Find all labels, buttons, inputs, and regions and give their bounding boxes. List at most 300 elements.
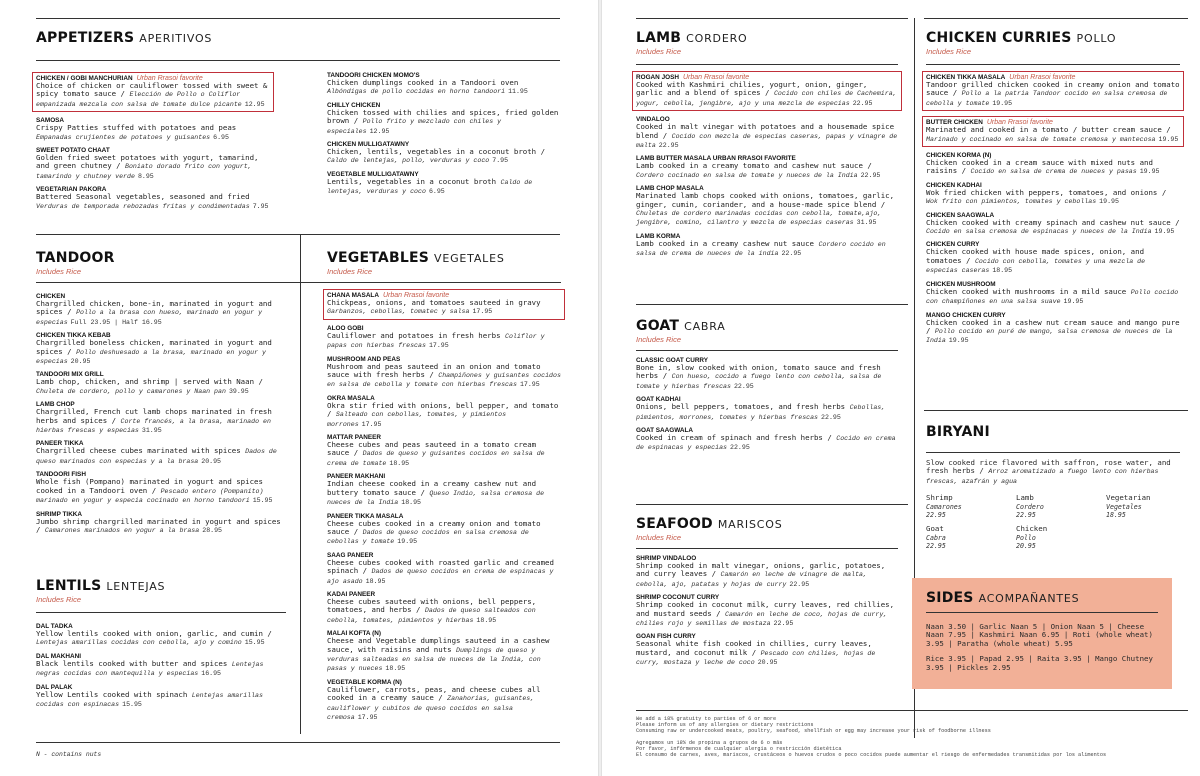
section-title-es: MARISCOS — [717, 518, 783, 531]
footnote-line: Consuming raw or undercooked meats, poultry, seafood, shellfish or egg may increase your risk of foodborne illness — [636, 728, 991, 735]
item-description — [636, 434, 898, 453]
item-price: 20.95 — [757, 659, 778, 667]
item-description — [926, 319, 1180, 346]
top-rule — [36, 18, 560, 19]
item-description — [36, 408, 286, 435]
menu-item — [36, 440, 286, 466]
item-desc-en: Cauliflower and potatoes in fresh herbs — [327, 330, 501, 340]
goat-section — [636, 318, 898, 458]
section-rule — [636, 350, 898, 351]
item-name-text: MANGO CHICKEN CURRY — [926, 311, 1006, 319]
menu-item — [36, 511, 286, 536]
biryani-option — [926, 525, 1016, 550]
item-desc-es: Coliflor y papas con hierbas frescas — [327, 332, 545, 350]
section-rule — [36, 60, 560, 61]
biryani-option-es-price — [1016, 534, 1106, 551]
section-heading — [636, 30, 898, 46]
item-name-text: VEGETABLE KORMA (N) — [327, 678, 402, 686]
item-name-text: TANDOORI MIX GRILL — [36, 371, 104, 379]
item-price: 22.95 — [773, 620, 794, 628]
section-rule — [926, 452, 1180, 453]
item-desc-es: Salteado con cebollas, tomates, y pimientos morrones — [327, 411, 507, 428]
item-desc-en: Chargrilled, French cut lamb chops marinated in fresh herbs and spices / — [36, 407, 272, 425]
biryani-option-es: Pollo — [1016, 533, 1036, 542]
item-desc-es: Garbanzos, cebollas, tomatec y salsa — [327, 308, 470, 316]
biryani-intro-es: Arroz aromatizado a fuego lento con hierbas frescas, azafrán y agua — [926, 468, 1159, 485]
item-desc-es: Cebollas, pimientos, morrones, tomates y hierbas frescas — [636, 404, 886, 421]
favorite-tag: Urban Rrasoi favorite — [682, 74, 750, 81]
menu-item — [636, 185, 898, 228]
item-description — [327, 178, 561, 197]
footnotes-en — [636, 716, 1188, 735]
item-desc-en: Cheese cubes cooked with roasted garlic and creamed spinach / — [327, 557, 554, 576]
item-description — [327, 79, 561, 97]
item-desc-es: Pollo deshuesado a la brasa, marinado en yogur y especias — [36, 348, 266, 366]
seafood-items — [636, 555, 898, 668]
bottom-rule — [36, 742, 560, 743]
item-desc-en: Cheese cubes cooked in a creamy onion and tomato sauce / — [327, 518, 541, 536]
vegetables-section — [327, 250, 561, 727]
section-heading — [36, 578, 286, 594]
item-desc-es: Elección de Pollo o Coliflor empanizada mezcala con salsa de tomate dulce picante — [36, 91, 242, 108]
includes-rice-note: Includes Rice — [36, 267, 82, 276]
menu-item — [327, 679, 561, 723]
item-name-text: DAL PALAK — [36, 683, 73, 691]
item-desc-es: Cocido con mezcla de especias caseras, papas y vinagre de malta — [636, 132, 898, 150]
menu-item — [36, 371, 286, 396]
item-desc-en: Cheese and Vegetable dumplings sauteed in a cashew sauce, with raisins and nuts — [327, 636, 550, 654]
biryani-option-name: Goat — [926, 524, 944, 534]
item-price: 19.95 — [1099, 198, 1119, 206]
item-name-text: DAL MAKHANI — [36, 652, 81, 660]
item-desc-es: Pollo cocido con champiñones en una salsa suave — [926, 288, 1179, 306]
goat-items — [636, 357, 898, 453]
item-name-text: PANEER TIKKA MASALA — [327, 512, 404, 520]
biryani-option — [1106, 494, 1196, 519]
item-description — [36, 478, 286, 505]
menu-item — [327, 171, 561, 197]
item-desc-en: Whole fish (Pompano) marinated in yogurt and spices cooked in a Tandoori oven / — [36, 477, 263, 495]
section-title: LENTILS — [36, 578, 102, 594]
menu-item — [636, 155, 898, 180]
item-desc-en: Choice of chicken or cauliflower tossed with sweet & spicy tomato sauce / — [36, 81, 268, 99]
item-desc-en: Indian cheese cooked in a creamy cashew nut and buttery tomato sauce / — [327, 479, 537, 497]
menu-item — [327, 591, 561, 625]
item-description — [327, 520, 561, 547]
item-description — [36, 82, 270, 109]
item-desc-en: Chargrilled chicken, bone-in, marinated in yogurt and spices / — [36, 299, 272, 317]
section-heading — [36, 250, 286, 266]
lentils-items — [36, 623, 286, 709]
item-desc-es: Dados de queso cocidos en salsa cremosa de cebollas y tomate — [327, 528, 529, 546]
menu-item — [36, 653, 286, 679]
menu-item — [636, 233, 898, 259]
menu-item — [327, 356, 561, 390]
item-price: 22.95 — [781, 250, 802, 258]
menu-item — [926, 182, 1180, 207]
item-price: 22.95 — [789, 580, 810, 588]
menu-item — [926, 212, 1180, 237]
item-desc-en: Seasonal white fish cooked in chillies, curry leaves, mustard, and coconut milk / — [636, 639, 872, 657]
section-title-es: VEGETALES — [434, 252, 505, 265]
item-name-text: CHICKEN KORMA (N) — [926, 152, 992, 160]
section-rule — [636, 64, 898, 65]
item-price: 19.95 — [1063, 298, 1084, 306]
menu-item — [36, 147, 270, 181]
item-price: 22.95 — [852, 99, 873, 107]
item-description — [327, 559, 561, 586]
divider-rule — [924, 410, 1188, 411]
item-description — [636, 601, 898, 628]
item-desc-en: Mushroom and peas sauteed in an onion and tomato sauce with fresh herbs / — [327, 361, 541, 380]
item-desc-en: Cauliflower, carrots, peas, and cheese cubes all cooked in a creamy sauce / — [327, 684, 541, 703]
item-price: 15.95 — [122, 701, 142, 709]
lamb-items — [636, 71, 898, 259]
item-name-text: LAMB CHOP MASALA — [636, 185, 704, 193]
item-desc-en: Chargrilled cheese cubes marinated with spices — [36, 446, 241, 456]
menu-item — [36, 471, 286, 505]
biryani-intro-text: Slow cooked rice flavored with saffron, rose water, and fresh herbs / — [926, 458, 1171, 476]
section-rule — [926, 64, 1180, 65]
item-desc-es: Cordero cocinado en salsa de tomate y nueces de la India — [636, 171, 858, 179]
item-desc-en: Lamb cooked in a creamy cashew nut sauce — [636, 238, 814, 248]
item-price: 16.95 — [201, 670, 222, 678]
item-price: 22.95 — [821, 413, 841, 421]
item-desc-en: Chicken cooked in a cream sauce with mixed nuts and raisins / — [926, 158, 1153, 176]
item-desc-es: Albóndigas de pollo cocidas en horno tandoori — [327, 88, 506, 96]
biryani-option-price: 22.95 — [926, 542, 946, 551]
menu-item — [327, 473, 561, 507]
item-desc-es: Dados de queso y guisantes cocidos en salsa de crema de tomate — [327, 450, 545, 467]
item-desc-es: Cocido con chiles de Cachemira, yogur, cebolla, jengibre, ajo y una mezcla de especias — [636, 90, 897, 107]
item-name-text: PANEER MAKHANI — [327, 473, 386, 481]
item-desc-en: Cooked in malt vinegar with potatoes and a housemade spice blend / — [636, 122, 895, 140]
section-title-es: CABRA — [684, 320, 726, 333]
section-title-es: APERITIVOS — [139, 32, 213, 45]
biryani-option-es-price — [926, 503, 1016, 520]
item-name-text: CHICKEN TIKKA MASALA — [926, 74, 1006, 81]
menu-item — [926, 312, 1180, 346]
footnote-line: Agregamos un 18% de propina a grupos de 6 o más — [636, 740, 783, 746]
item-desc-en: Chicken tossed with chilies and spices, fried golden brown / — [327, 107, 559, 126]
item-price: 18.95 — [476, 616, 497, 624]
column-divider — [300, 234, 301, 734]
item-price: 22.95 — [860, 171, 881, 179]
item-price: 7.95 — [492, 157, 509, 165]
item-price: 22.95 — [730, 444, 750, 452]
item-desc-es: Camarones marinados en yogur a la brasa — [44, 526, 200, 534]
section-heading — [636, 318, 898, 334]
menu-item — [636, 396, 898, 422]
item-desc-en: Chicken, lentils, vegetables in a coconut broth / — [327, 147, 546, 157]
item-desc-es: Lentejas amarillas cocidas con espinacas — [36, 691, 263, 709]
divider-rule — [36, 234, 560, 235]
biryani-option-name: Lamb — [1016, 493, 1034, 503]
item-description — [36, 124, 270, 142]
item-desc-es: Camarón en leche de coco, hojas de curry, chilies rojo y semillas de mostaza — [636, 610, 888, 628]
biryani-option — [1016, 525, 1106, 550]
item-desc-es: Con hueso, cocido a fuego lento con cebolla, salsa de tomate y hierbas frescas — [636, 373, 882, 390]
item-price: 6.95 — [428, 188, 445, 196]
item-desc-en: Chicken cooked with house made spices, onion, and tomatoes / — [926, 247, 1145, 265]
item-name-text: DAL TADKA — [36, 623, 73, 630]
item-desc-es: Cocido en crema de espinacas y especias — [636, 435, 896, 452]
menu-item — [36, 186, 270, 211]
item-desc-es: Camarón en leche de vinagre de malta, cebolla, ajo, patatas y hojas de curry — [636, 571, 867, 588]
biryani-options — [926, 494, 1180, 550]
item-price: 8.95 — [137, 172, 154, 180]
item-description — [926, 189, 1180, 207]
item-desc-en: Chicken dumplings cooked in a Tandoori oven — [327, 78, 519, 87]
item-desc-en: Chickpeas, onions, and tomatoes sauteed in gravy — [327, 298, 541, 307]
item-name-text: ALOO GOBI — [327, 324, 364, 332]
section-title: CHICKEN CURRIES — [926, 30, 1072, 46]
item-desc-en: Shrimp cooked in malt vinegar, onions, garlic, potatoes, and curry leaves / — [636, 561, 886, 579]
item-desc-en: Okra stir fried with onions, bell pepper, and tomato / — [327, 400, 559, 419]
item-desc-en: Cooked with Kashmiri chilies, yogurt, onion, ginger, garlic and a blend of spices / — [636, 80, 868, 98]
biryani-option-es-price — [1106, 503, 1196, 520]
menu-item — [926, 152, 1180, 177]
biryani-option-price: 20.95 — [1016, 542, 1036, 551]
includes-rice-note: Includes Rice — [636, 47, 682, 56]
item-name-text: SAAG PANEER — [327, 551, 374, 559]
item-price: 15.95 — [244, 639, 265, 647]
item-description — [636, 81, 898, 108]
item-description — [36, 630, 286, 648]
biryani-option-es-price — [926, 534, 1016, 551]
item-description — [926, 81, 1180, 108]
item-description — [926, 159, 1180, 177]
item-desc-es: Lentejas negras cocidas con mantequilla y especias — [36, 660, 264, 678]
item-desc-en: Golden fried sweet potatoes with yogurt, tamarind, and green chutney / — [36, 153, 259, 171]
item-desc-es: Cocido con cebolla, tomates y una mezcla de especias caseras — [926, 257, 1146, 275]
item-description — [36, 300, 286, 327]
item-desc-es: Chuleta de cordero, pollo y camarones y Naan pan — [36, 387, 226, 395]
item-price: 17.95 — [428, 342, 449, 350]
section-title-es: ACOMPAÑANTES — [978, 592, 1080, 605]
biryani-option-name: Vegetarian — [1106, 493, 1151, 503]
item-name-text: BUTTER CHICKEN — [926, 119, 983, 127]
item-desc-en: Marinated lamb chops cooked with onions, tomatoes, garlic, ginger, cumin, coriander, and a house-made spice blend / — [636, 191, 895, 209]
item-price: 17.95 — [519, 381, 540, 389]
item-description — [636, 240, 898, 259]
menu-item — [36, 332, 286, 366]
item-desc-es: Queso Indio, salsa cremosa de nueces de la India — [327, 489, 545, 507]
item-desc-en: Onions, bell peppers, tomatoes, and fresh herbs — [636, 402, 846, 412]
item-description — [636, 562, 898, 589]
biryani-option-es: Vegetales — [1106, 502, 1142, 511]
item-desc-es: Pollo a la patria Tandoor cocido en salsa cremosa de cebolla y tomate — [926, 90, 1168, 107]
item-description — [926, 248, 1180, 275]
section-title: SIDES — [926, 590, 974, 606]
item-name-text: CHICKEN MUSHROOM — [926, 280, 996, 288]
item-price: 20.95 — [201, 457, 222, 465]
favorite-menu-item — [922, 116, 1184, 147]
item-name-text: CHICKEN MULLIGATAWNY — [327, 141, 410, 149]
section-heading — [36, 30, 560, 46]
favorite-menu-item — [922, 71, 1184, 111]
item-name-text: SAMOSA — [36, 117, 65, 125]
item-description — [327, 332, 561, 351]
menu-item — [636, 555, 898, 589]
item-desc-es: Dados de queso cocidos en crema de espinacas y ajo asado — [327, 568, 554, 585]
item-name-text: CLASSIC GOAT CURRY — [636, 357, 709, 364]
item-desc-en: Yellow lentils cooked with onion, garlic, and cumin / — [36, 629, 272, 638]
item-desc-en: Lamb cooked in a creamy tomato and cashew nut sauce / — [636, 161, 872, 171]
item-name-text: CHANA MASALA — [327, 292, 379, 299]
item-desc-es: Marinado y cocinado en salsa de tomate cremosa y mantecosa — [926, 135, 1156, 143]
item-price: 12.95 — [244, 100, 265, 108]
section-title: TANDOOR — [36, 250, 115, 266]
item-description — [327, 686, 561, 723]
item-desc-en: Shrimp cooked in coconut milk, curry leaves, red chillies, and mustard seeds / — [636, 600, 895, 618]
item-desc-es: Empanadas crujientes de potatoes y guisantes — [36, 133, 211, 141]
item-description — [636, 640, 898, 667]
menu-item — [327, 513, 561, 547]
item-desc-es: Pollo cocido en puré de mango, salsa cremosa de nueces de la India — [926, 327, 1173, 345]
tandoor-items — [36, 293, 286, 535]
section-heading — [926, 590, 1158, 606]
sides-breads: Naan 3.50 | Garlic Naan 5 | Onion Naan 5 | Cheese Naan 7.95 | Kashmiri Naan 6.95 | Roti (whole wheat) 3.95 | Paratha (whole wheat) 5.95 — [926, 622, 1153, 648]
item-desc-es: Zanahorias, guisantes, cauliflower y cubitos de queso cocidos en salsa cremosa — [327, 695, 535, 721]
item-name-text: SHRIMP VINDALOO — [636, 555, 697, 562]
biryani-option — [1016, 494, 1106, 519]
favorite-menu-item — [323, 289, 565, 320]
item-desc-es: Pescado con chilies, hojas de curry, mostaza y leche de coco — [636, 649, 876, 667]
item-name-text: VINDALOO — [636, 116, 670, 124]
item-name-text: LAMB CHOP — [36, 401, 75, 409]
item-price: 18.95 — [389, 459, 410, 467]
item-price: 22.95 — [658, 142, 679, 150]
chicken-items — [926, 71, 1180, 346]
menu-item — [327, 552, 561, 586]
biryani-option-price: 22.95 — [926, 511, 946, 520]
item-name-text: SHRIMP COCONUT CURRY — [636, 594, 720, 602]
biryani-option-price: 22.95 — [1016, 511, 1036, 520]
item-desc-es: Champiñones y guisantes cocidos en salsa de cebolla y tomate con hierbas frescas — [327, 372, 561, 389]
menu-item — [327, 72, 561, 97]
item-price: Full 23.95 | Half 16.95 — [70, 318, 162, 326]
item-name-text: CHICKEN SAAGWALA — [926, 211, 995, 219]
biryani-section — [926, 424, 1180, 551]
menu-item — [636, 427, 898, 453]
section-rule — [926, 612, 1158, 613]
item-name-text: ROGAN JOSH — [636, 74, 679, 81]
item-price: 31.95 — [141, 427, 162, 435]
favorite-menu-item — [32, 72, 274, 112]
item-price: 11.95 — [508, 88, 528, 96]
item-desc-en: Cheese cubes and peas sauteed in a tomato cream sauce / — [327, 440, 537, 458]
item-price: 22.95 — [733, 382, 754, 390]
item-description — [36, 691, 286, 710]
item-desc-es: Pescado entero (Pompanito) marinado en yogur y especia cocinado en horno tandoori — [36, 487, 264, 505]
item-description — [327, 441, 561, 468]
item-name-text: KADAI PANEER — [327, 590, 376, 598]
item-price: 17.95 — [361, 420, 382, 428]
item-desc-en: Chargrilled boneless chicken, marinated in yogurt and spices / — [36, 338, 272, 356]
section-rule — [36, 612, 286, 613]
sides-extras: Rice 3.95 | Papad 2.95 | Raita 3.95 | Mango Chutney 3.95 | Pickles 2.95 — [926, 654, 1153, 672]
lamb-section — [636, 30, 898, 264]
item-desc-en: Marinated and cooked in a tomato / butter cream sauce / — [926, 125, 1171, 135]
section-title: GOAT — [636, 318, 680, 334]
item-desc-es: Dados de queso salteados con cebolla, tomates, pimientos y hierbas — [327, 607, 536, 624]
item-price: 31.95 — [856, 219, 877, 227]
item-name-text: CHILLY CHICKEN — [327, 101, 381, 109]
item-desc-en: Cooked in cream of spinach and fresh herbs / — [636, 433, 832, 443]
includes-rice-note: Includes Rice — [636, 533, 682, 542]
item-desc-en: Battered Seasonal vegetables, seasoned and fried — [36, 192, 250, 202]
item-description — [36, 378, 286, 396]
item-description — [327, 148, 561, 166]
item-name-text: LAMB KORMA — [636, 232, 681, 240]
biryani-intro — [926, 459, 1180, 486]
item-desc-es: Cordero cocido en salsa de crema de nueces de la india — [636, 240, 886, 258]
appetizers-section — [36, 30, 560, 67]
menu-item — [636, 357, 898, 391]
item-desc-es: Wok frito con pimientos, tomates y cebollas — [926, 198, 1097, 206]
menu-item — [926, 281, 1180, 307]
item-desc-en: Crispy Patties stuffed with potatoes and peas — [36, 123, 237, 133]
section-title: SEAFOOD — [636, 516, 713, 532]
favorite-menu-item — [632, 71, 902, 111]
item-description — [926, 219, 1180, 237]
item-price: 18.95 — [365, 577, 386, 585]
item-price: 6.95 — [213, 133, 229, 141]
item-name-text: VEGETABLE MULLIGATAWNY — [327, 170, 419, 178]
item-desc-en: Wok fried chicken with peppers, tomatoes, and onions / — [926, 187, 1167, 197]
item-name-text: CHICKEN KADHAI — [926, 181, 982, 189]
favorite-tag: Urban Rrasoi favorite — [986, 119, 1053, 127]
menu-item — [327, 102, 561, 136]
section-title: APPETIZERS — [36, 30, 135, 46]
item-price: 18.95 — [401, 499, 422, 507]
item-name-text: SWEET POTATO CHAAT — [36, 147, 110, 155]
biryani-option-name: Shrimp — [926, 493, 953, 503]
item-description — [36, 339, 286, 366]
item-desc-en: Chicken cooked in a cashew nut cream sauce and mango pure / — [926, 317, 1180, 335]
menu-item — [327, 434, 561, 468]
item-desc-es: Lentejas amarillas cocidas con cebolla, ajo y comino — [36, 639, 242, 647]
item-desc-es: Caldo de lentejas, verduras y coco — [327, 178, 533, 196]
item-desc-es: Cocido en salsa cremosa de espinacas y nueces de la India — [926, 228, 1152, 236]
menu-item — [327, 141, 561, 166]
item-desc-en: Cheese cubes sauteed with onions, bell peppers, tomatoes, and herbs / — [327, 596, 537, 615]
item-price: 19.95 — [1158, 135, 1179, 143]
menu-item — [327, 395, 561, 429]
menu-item — [636, 633, 898, 667]
left-menu-page — [0, 0, 598, 776]
includes-rice-note: Includes Rice — [327, 267, 373, 276]
lentils-section — [36, 578, 286, 714]
item-description — [327, 299, 561, 317]
item-desc-en: Chicken cooked with mushrooms in a mild sauce — [926, 286, 1127, 296]
item-desc-es: Pollo frito y mezclado con chiles y especiales — [327, 118, 502, 135]
section-rule — [636, 548, 898, 549]
biryani-option-name: Chicken — [1016, 524, 1048, 534]
section-title-es: CORDERO — [686, 32, 748, 45]
item-desc-es: Dados de queso marinados con especias y a la brasa — [36, 448, 277, 465]
item-description — [636, 192, 898, 228]
chicken-curries-section — [926, 30, 1180, 351]
item-name-text: GOAT KADHAI — [636, 396, 681, 404]
item-price: 18.95 — [992, 267, 1013, 275]
section-title-es: LENTEJAS — [106, 580, 166, 593]
biryani-option-es-price — [1016, 503, 1106, 520]
menu-item — [36, 401, 286, 435]
item-name-text: VEGETARIAN PAKORA — [36, 186, 107, 194]
item-price: 19.95 — [948, 337, 969, 345]
